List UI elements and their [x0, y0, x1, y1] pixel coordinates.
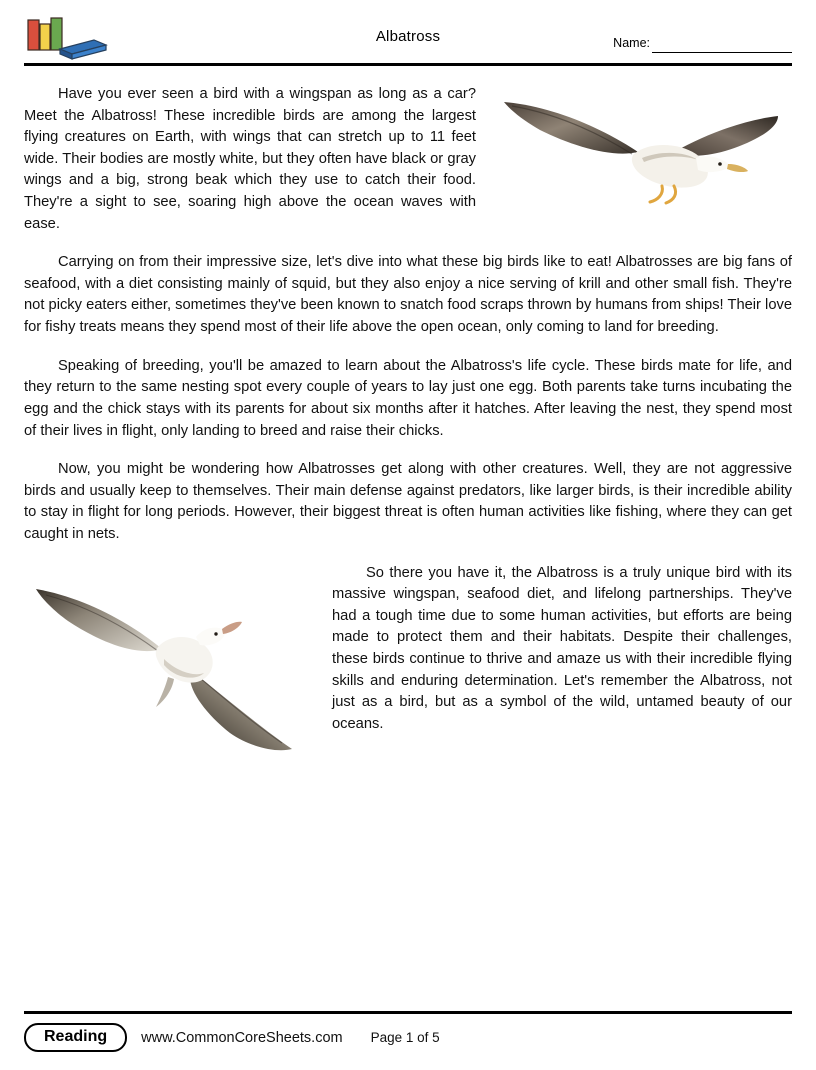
page-title: Albatross — [375, 28, 441, 45]
paragraph-block-1 — [24, 84, 792, 252]
paragraph-5: So there you have it, the Albatross is a truly unique bird with its massive wingspan, seafood diet, and lifelong partnerships. They've had a tough time due to some human activities, but efforts are being made to protect them and their habitats. Despite their challenges, these birds continue to thrive and amaze us with their incredible flying skills and enduring determination. Let's remember the Albatross, not just as a bird, but as a symbol of the wild, untamed beauty of our oceans. — [332, 564, 792, 732]
worksheet-page — [0, 14, 816, 1070]
footer-divider — [24, 1011, 792, 1014]
paragraph-block-5 — [24, 563, 792, 774]
paragraph-2: Carrying on from their impressive size, let's dive into what these big birds like to eat! Albatrosses are big fans of seafood, with a diet consisting mainly of squid, but they also enjoy a nice serving of krill and other small fish. They're not picky eaters either, sometimes they've been known to snatch food scraps thrown by humans from ships! Their love for fishy treats means they spend most of their life above the open ocean, only coming to land for breeding. — [24, 254, 792, 336]
albatross-flying-photo-bottom — [24, 567, 314, 772]
article-body — [24, 84, 792, 774]
site-url[interactable]: www.CommonCoreSheets.com — [141, 1029, 343, 1046]
name-input-line[interactable] — [652, 52, 792, 53]
page-footer — [24, 1011, 792, 1052]
paragraph-3: Speaking of breeding, you'll be amazed to learn about the Albatross's life cycle. These birds mate for life, and they return to the same nesting spot every couple of years to lay just one egg. Both parents take turns incubating the egg and the chick stays with its parents for about six months after it hatches. After leaving the nest, they spend most of their lives in flight, only landing to breed and raise their chicks. — [24, 357, 792, 439]
paragraph-4: Now, you might be wondering how Albatrosses get along with other creatures. Well, they are not aggressive birds and usually keep to themselves. Their main defense against predators, like larger birds, is their incredible ability to stay in flight for long periods. However, their biggest threat is often human activities like fishing, where they can get caught in nets. — [24, 461, 792, 542]
page-header — [24, 14, 792, 62]
header-divider — [24, 63, 792, 66]
page-number: Page 1 of 5 — [370, 1030, 440, 1046]
subject-badge: Reading — [24, 1023, 127, 1052]
name-label: Name: — [613, 36, 650, 50]
paragraph-1: Have you ever seen a bird with a wingspan as long as a car? Meet the Albatross! These incredible birds are among the largest flying creatures on Earth, with wings that can stretch up to 11 feet wide. Their bodies are mostly white, but they often have black or gray wings and a big, strong beak which they use to catch their food. They're a sight to see, soaring high above the ocean waves with ease. — [24, 86, 476, 232]
